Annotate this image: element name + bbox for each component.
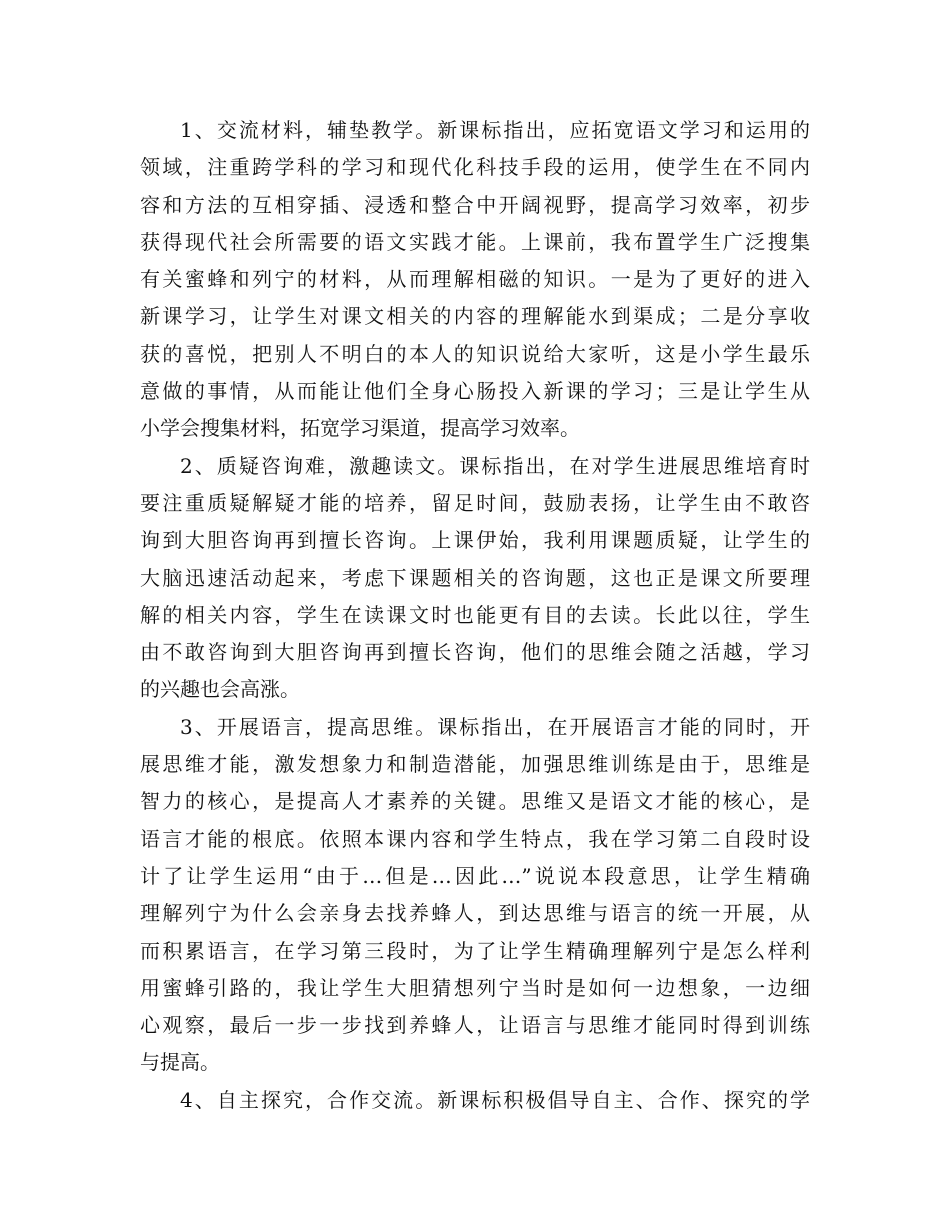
text-line: 意做的事情，从而能让他们全身心肠投入新课的学习；三是让学生从 [140,379,810,404]
text-line: 由不敢咨询到大胆咨询再到擅长咨询，他们的思维会随之活越，学习 [140,640,810,665]
paragraph-2 [140,448,810,709]
text-line: 2、质疑咨询难，激趣读文。课标指出，在对学生进展思维培育时 [180,453,810,478]
text-line: 理解列宁为什么会亲身去找养蜂人，到达思维与语言的统一开展，从 [140,901,810,926]
text-line: 心观察，最后一步一步找到养蜂人，让语言与思维才能同时得到训练 [140,1013,810,1038]
text-line: 领域，注重跨学科的学习和现代化科技手段的运用，使学生在不同内 [140,155,810,180]
text-line: 获得现代社会所需要的语文实践才能。上课前，我布置学生广泛搜集 [140,229,810,254]
text-line: 新课学习，让学生对课文相关的内容的理解能水到渠成；二是分享收 [140,304,810,329]
text-line: 有关蜜蜂和列宁的材料，从而理解相磁的知识。一是为了更好的进入 [140,267,810,292]
paragraph-3 [140,709,810,1082]
text-line: 计了让学生运用“由于…但是…因此…”说说本段意思，让学生精确 [140,863,810,888]
text-line: 询到大胆咨询再到擅长咨询。上课伊始，我利用课题质疑，让学生的 [140,528,810,553]
paragraph-4 [140,1082,810,1119]
text-line: 解的相关内容，学生在读课文时也能更有目的去读。长此以往，学生 [140,602,810,627]
text-line: 获的喜悦，把别人不明白的本人的知识说给大家听，这是小学生最乐 [140,341,810,366]
text-line: 容和方法的互相穿插、浸透和整合中开阔视野，提高学习效率，初步 [140,192,810,217]
text-line: 的兴趣也会高涨。 [140,677,300,702]
text-line: 与提高。 [140,1050,220,1075]
text-line: 大脑迅速活动起来，考虑下课题相关的咨询题，这也正是课文所要理 [140,565,810,590]
text-line: 1、交流材料，辅垫教学。新课标指出，应拓宽语文学习和运用的 [180,118,810,142]
text-line: 语言才能的根底。依照本课内容和学生特点，我在学习第二自段时设 [140,826,810,851]
text-line: 小学会搜集材料，拓宽学习渠道，提高学习效率。 [140,416,580,441]
text-line: 智力的核心，是提高人才素养的关键。思维又是语文才能的核心，是 [140,789,810,814]
paragraph-1 [140,112,810,448]
text-line: 4、自主探究，合作交流。新课标积极倡导自主、合作、探究的学 [180,1087,810,1112]
text-line: 展思维才能，激发想象力和制造潜能，加强思维训练是由于，思维是 [140,752,810,777]
text-line: 3、开展语言，提高思维。课标指出，在开展语言才能的同时，开 [180,714,810,739]
text-line: 要注重质疑解疑才能的培养，留足时间，鼓励表扬，让学生由不敢咨 [140,490,810,515]
document-body [140,112,810,1119]
text-line: 而积累语言，在学习第三段时，为了让学生精确理解列宁是怎么样利 [140,938,810,963]
text-line: 用蜜蜂引路的，我让学生大胆猜想列宁当时是如何一边想象，一边细 [140,975,810,1000]
